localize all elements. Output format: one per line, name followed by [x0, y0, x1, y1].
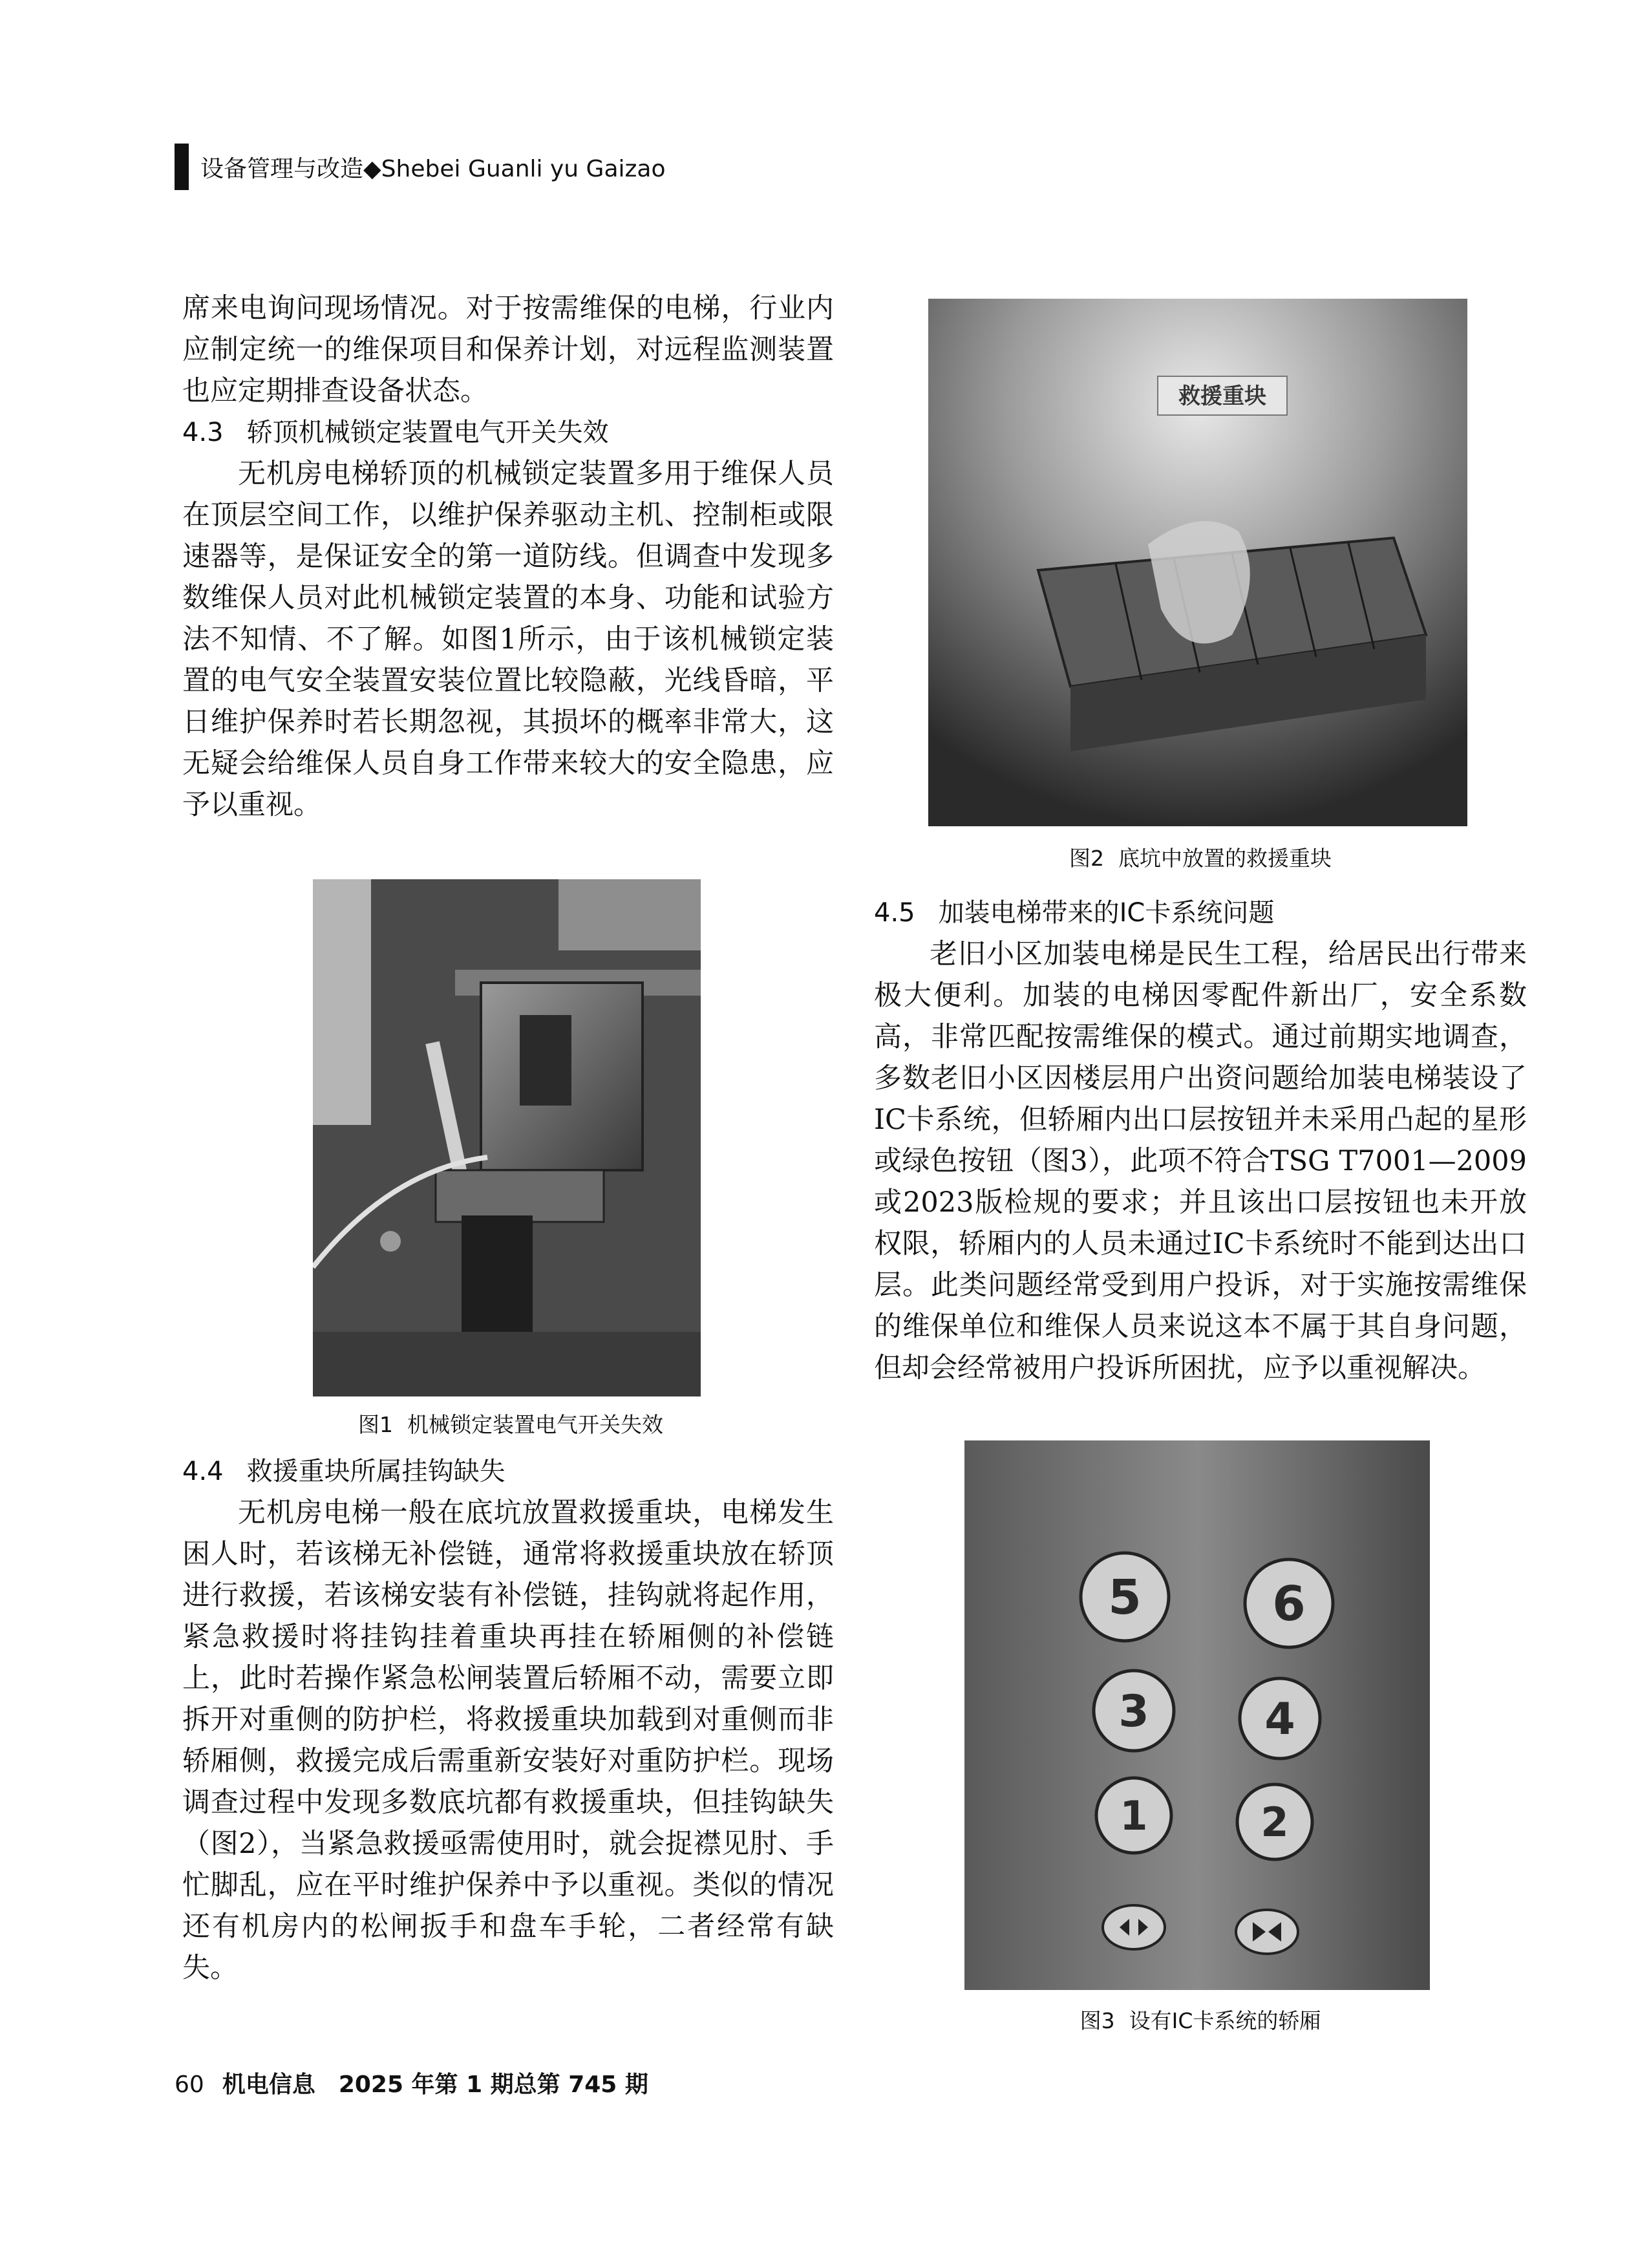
right-column [874, 892, 1527, 1389]
header-section-title: 设备管理与改造◆Shebei Guanli yu Gaizao [200, 155, 666, 182]
figure-3-photo [964, 1440, 1430, 1990]
figure-2-photo [928, 299, 1467, 826]
section-heading-4-4: 4.4 救援重块所属挂钩缺失 [182, 1457, 505, 1486]
section-heading-4-3: 4.3 轿顶机械锁定装置电气开关失效 [182, 418, 609, 447]
running-header [175, 144, 666, 190]
figure-1-caption: 图1 机械锁定装置电气开关失效 [358, 1412, 663, 1437]
svg-text:6: 6 [1272, 1576, 1306, 1632]
elevator-button-6 [1245, 1559, 1333, 1647]
left-column-bottom [182, 1451, 834, 1989]
door-close-icon [1236, 1910, 1298, 1954]
figure-3-illustration [964, 1440, 1430, 1990]
door-open-icon [1103, 1905, 1165, 1949]
figure-2-caption: 图2 底坑中放置的救援重块 [1069, 846, 1332, 871]
svg-text:2: 2 [1261, 1799, 1289, 1846]
elevator-button-4 [1240, 1678, 1320, 1759]
paragraph: 席来电询问现场情况。对于按需维保的电梯，行业内应制定统一的维保项目和保养计划，对远程监测装置也应定期排查设备状态。 [182, 292, 834, 407]
figure-1-illustration [313, 879, 701, 1396]
section-heading-4-5: 4.5 加装电梯带来的IC卡系统问题 [874, 898, 1275, 928]
paragraph: 无机房电梯一般在底坑放置救援重块，电梯发生困人时，若该梯无补偿链，通常将救援重块放在轿顶进行救援，若该梯安装有补偿链，挂钩就将起作用，紧急救援时将挂钩挂着重块再挂在轿厢侧的补偿链上，此时若操作紧急松闸装置后轿厢不动，需要立即拆开对重侧的防护栏，将救援重块加载到对重侧而非轿厢侧，救援完成后需重新安装好对重防护栏。现场调查过程中发现多数底坑都有救援重块，但挂钩缺失（图2），当紧急救援亟需使用时，就会捉襟见肘、手忙脚乱，应在平时维护保养中予以重视。类似的情况还有机房内的松闸扳手和盘车手轮，二者经常有缺失。 [182, 1497, 834, 1984]
svg-text:4: 4 [1264, 1694, 1295, 1745]
journal-info: 机电信息 2025 年第 1 期总第 745 期 [222, 2071, 648, 2098]
figure-1-photo [313, 879, 701, 1396]
page-footer [175, 2066, 648, 2099]
svg-text:1: 1 [1120, 1792, 1148, 1839]
elevator-button-2 [1237, 1784, 1312, 1859]
left-column-top [182, 288, 834, 826]
header-bar [175, 144, 189, 190]
figure-3-caption: 图3 设有IC卡系统的轿厢 [1080, 2008, 1321, 2033]
figure-2-illustration [928, 299, 1467, 826]
svg-text:5: 5 [1108, 1570, 1142, 1625]
elevator-button-5 [1081, 1553, 1169, 1641]
svg-text:3: 3 [1118, 1686, 1149, 1737]
figure-2-sign-text: 救援重块 [1178, 383, 1266, 409]
elevator-button-1 [1096, 1778, 1171, 1853]
paragraph: 无机房电梯轿顶的机械锁定装置多用于维保人员在顶层空间工作，以维护保养驱动主机、控制柜或限速器等，是保证安全的第一道防线。但调查中发现多数维保人员对此机械锁定装置的本身、功能和试验方法不知情、不了解。如图1所示，由于该机械锁定装置的电气安全装置安装位置比较隐蔽，光线昏暗，平日维护保养时若长期忽视，其损坏的概率非常大，这无疑会给维保人员自身工作带来较大的安全隐患，应予以重视。 [182, 458, 834, 821]
elevator-button-3 [1094, 1671, 1174, 1751]
paragraph: 老旧小区加装电梯是民生工程，给居民出行带来极大便利。加装的电梯因零配件新出厂，安全系数高，非常匹配按需维保的模式。通过前期实地调查，多数老旧小区因楼层用户出资问题给加装电梯装设了IC卡系统，但轿厢内出口层按钮并未采用凸起的星形或绿色按钮（图3），此项不符合TSG T7001—2009或2023版检规的要求；并且该出口层按钮也未开放权限，轿厢内的人员未通过IC卡系统时不能到达出口层。此类问题经常受到用户投诉，对于实施按需维保的维保单位和维保人员来说这本不属于其自身问题，但却会经常被用户投诉所困扰，应予以重视解决。 [874, 938, 1527, 1384]
page-number: 60 [175, 2071, 204, 2098]
